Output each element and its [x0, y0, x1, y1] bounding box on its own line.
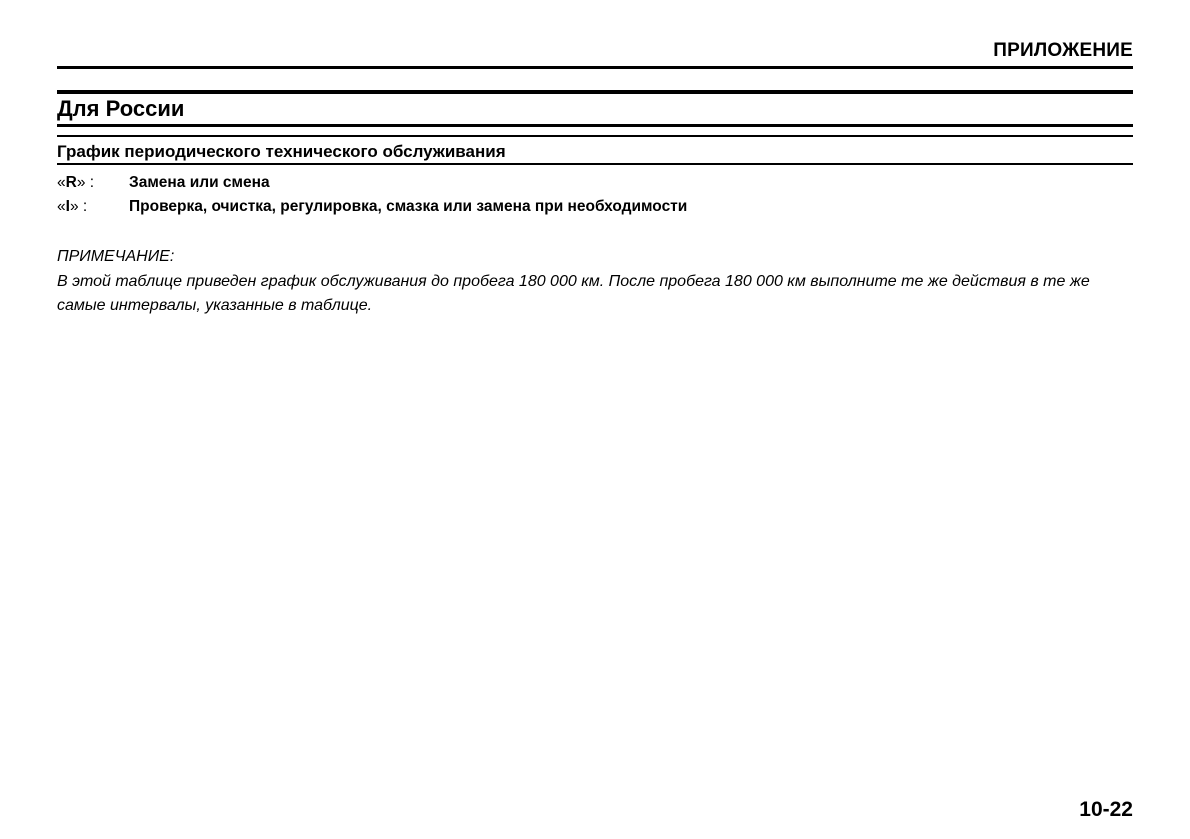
legend-key: «R» :	[57, 174, 95, 191]
legend-item-inspect	[57, 197, 687, 217]
section-title: Для России	[57, 96, 185, 121]
section-bottom-divider	[57, 124, 1133, 127]
note-text: В этой таблице приведен график обслуживания до пробега 180 000 км. После пробега 180 000 км выполните те же действия в те же самые интервалы, указанные в таблице.	[57, 273, 1090, 314]
section-top-divider	[57, 90, 1133, 94]
legend-item-replace	[57, 173, 270, 193]
note-label: ПРИМЕЧАНИЕ:	[57, 248, 175, 265]
legend-key: «I» :	[57, 198, 88, 215]
subsection-title: График периодического технического обслуживания	[57, 142, 506, 161]
page-number: 10-22	[1079, 798, 1133, 821]
subsection-divider	[57, 163, 1133, 165]
legend-description: Замена или смена	[129, 174, 270, 191]
chapter-title: ПРИЛОЖЕНИЕ	[993, 40, 1133, 61]
legend-description: Проверка, очистка, регулировка, смазка или замена при необходимости	[129, 198, 688, 215]
section-bottom-divider-thin	[57, 135, 1133, 137]
legend-code: R	[65, 174, 77, 191]
header-divider	[57, 66, 1133, 69]
legend-code: I	[65, 198, 70, 215]
